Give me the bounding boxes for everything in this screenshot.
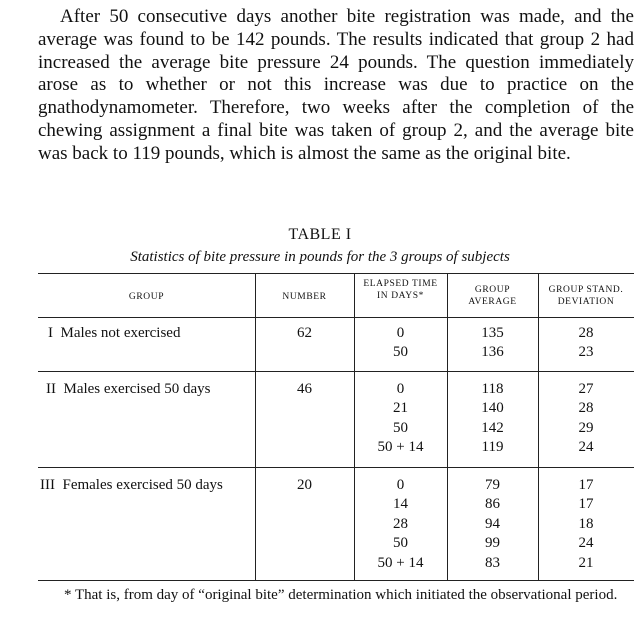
header-group: GROUP [128, 292, 165, 302]
group-average: 135 136 [481, 325, 504, 361]
group-number: 62 [297, 325, 312, 341]
group-separator-rule [38, 467, 634, 468]
header-number: NUMBER [282, 292, 327, 302]
group-label: II Males exercised 50 days [46, 381, 211, 397]
group-separator-rule [38, 371, 634, 372]
table-top-rule [38, 273, 634, 274]
table-footnote: * That is, from day of “original bite” determination which initiated the observational period. [64, 587, 618, 603]
group-number: 20 [297, 477, 312, 493]
table-bottom-rule [38, 580, 634, 581]
group-average: 118 140 142 119 [481, 381, 504, 456]
group-label: I Males not exercised [48, 325, 181, 341]
group-label: III Females exercised 50 days [40, 477, 223, 493]
group-std-deviation: 27 28 29 24 [578, 381, 594, 456]
elapsed-days: 0 14 28 50 50 + 14 [377, 477, 424, 571]
group-std-deviation: 17 17 18 24 21 [578, 477, 594, 571]
header-average: GROUP AVERAGE [468, 285, 517, 307]
group-number: 46 [297, 381, 312, 397]
body-paragraph: After 50 consecutive days another bite registration was made, and the average was found to be 142 pounds. The results indicated that group 2 had increased the average bite pressure 24 pounds. The question immediately arose as to whether or not this increase was due to practice on the gnathodynamometer. Therefore, two weeks after the completion of the chewing assignment a final bite was taken of group 2, and the average bite was back to 119 pounds, which is almost the same as the original bite. [38, 6, 634, 164]
table-title: TABLE I [288, 226, 352, 243]
column-divider [255, 274, 256, 580]
group-average: 79 86 94 99 83 [485, 477, 500, 571]
table-header-rule [38, 317, 634, 318]
header-stddev: GROUP STAND. DEVIATION [548, 285, 624, 307]
table-caption: Statistics of bite pressure in pounds for the 3 groups of subjects [130, 249, 510, 265]
elapsed-days: 0 21 50 50 + 14 [377, 381, 424, 456]
header-elapsed: ELAPSED TIME IN DAYS* [363, 279, 438, 301]
elapsed-days: 0 50 [393, 325, 408, 361]
group-std-deviation: 28 23 [578, 325, 594, 361]
